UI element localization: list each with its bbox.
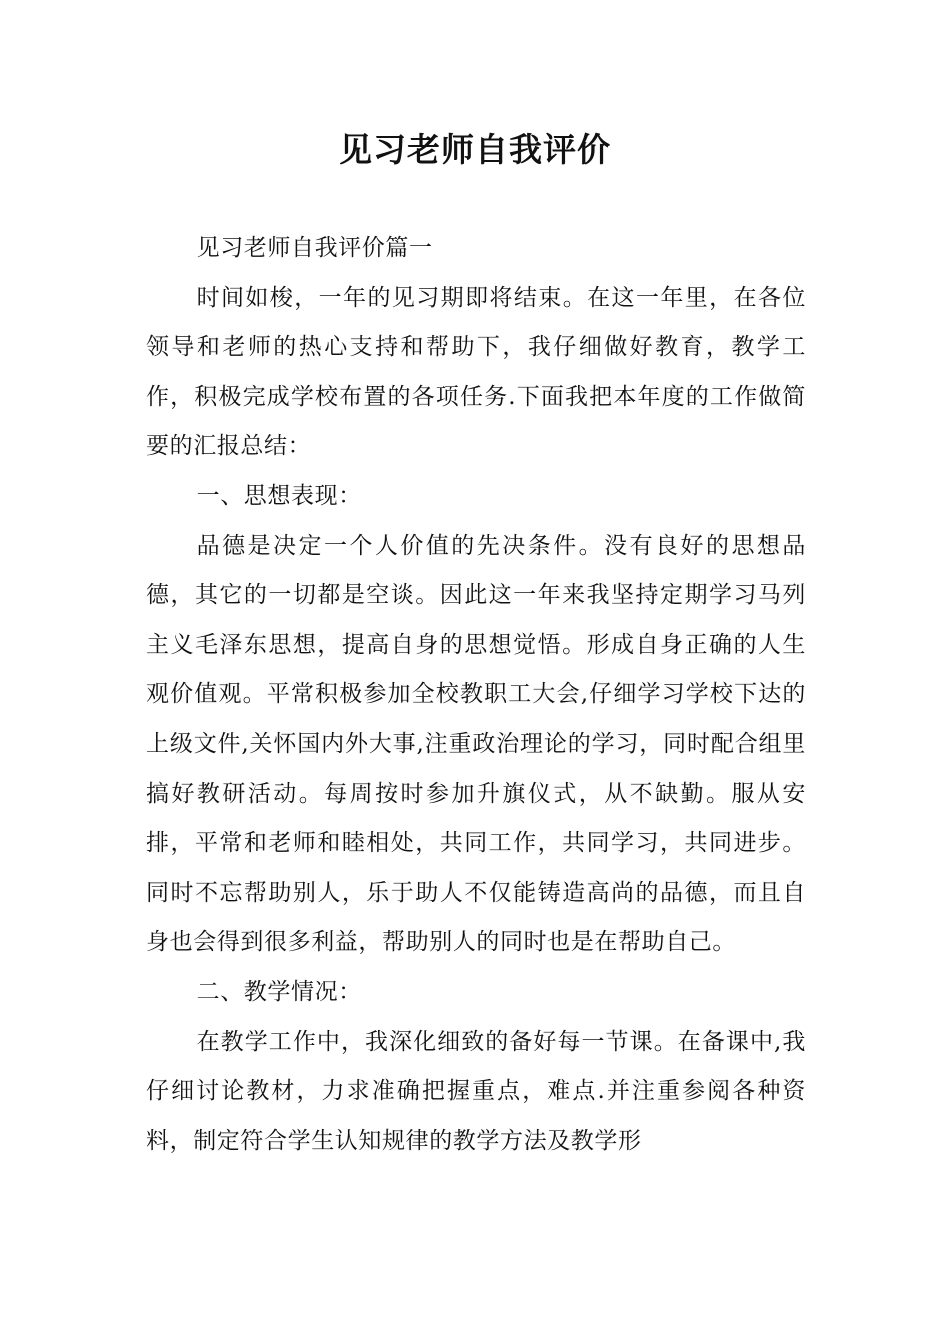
section-subtitle: 见习老师自我评价篇一	[196, 235, 433, 261]
document-body	[146, 224, 806, 1166]
thoughts-paragraph: 品德是决定一个人价值的先决条件。没有良好的思想品德，其它的一切都是空谈。因此这一年来我坚持定期学习马列主义毛泽东思想，提高自身的思想觉悟。形成自身正确的人生观价值观。平常积极参加全校教职工大会,仔细学习学校下达的上级文件,关怀国内外大事,注重政治理论的学习，同时配合组里搞好教研活动。每周按时参加升旗仪式，从不缺勤。服从安排，平常和老师和睦相处，共同工作，共同学习，共同进步。同时不忘帮助别人，乐于助人不仅能铸造高尚的品德，而且自身也会得到很多利益，帮助别人的同时也是在帮助自己。	[146, 532, 806, 956]
section-heading-thoughts: 一、思想表现：	[196, 482, 362, 509]
intro-paragraph: 时间如梭，一年的见习期即将结束。在这一年里，在各位领导和老师的热心支持和帮助下，我仔细做好教育，教学工作，积极完成学校布置的各项任务.下面我把本年度的工作做简要的汇报总结：	[146, 284, 806, 460]
section-heading-teaching: 二、教学情况：	[196, 978, 362, 1005]
document-title: 见习老师自我评价	[339, 130, 611, 169]
teaching-paragraph: 在教学工作中，我深化细致的备好每一节课。在备课中,我仔细讨论教材，力求准确把握重点，难点.并注重参阅各种资料，制定符合学生认知规律的教学方法及教学形	[146, 1028, 806, 1154]
